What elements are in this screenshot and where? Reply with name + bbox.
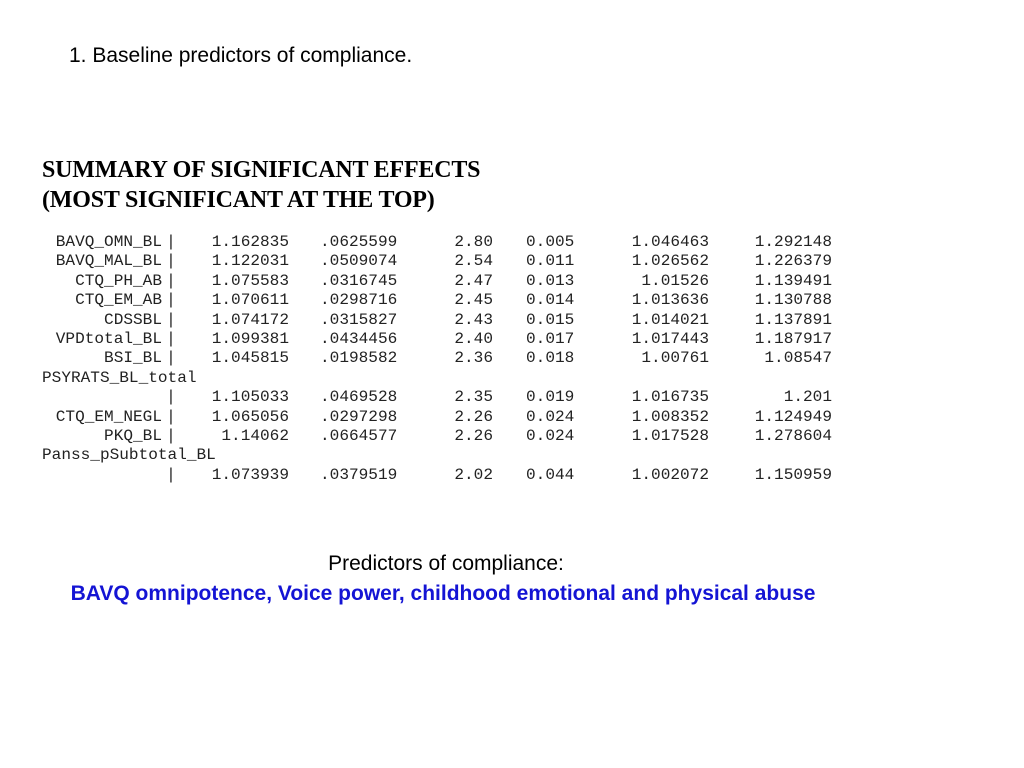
- ci-upper: 1.278604: [754, 426, 832, 445]
- ci-upper: 1.08547: [764, 349, 832, 368]
- std-err: .0198582: [320, 349, 398, 368]
- z-value: 2.02: [454, 465, 493, 484]
- std-err: .0625599: [320, 233, 398, 251]
- column-separator: |: [166, 252, 176, 271]
- ci-upper: 1.124949: [754, 407, 832, 426]
- variable-name: CTQ_EM_AB: [75, 291, 162, 310]
- ci-upper: 1.139491: [754, 271, 832, 290]
- summary-title-line-2: (MOST SIGNIFICANT AT THE TOP): [42, 187, 435, 213]
- column-separator: |: [166, 233, 176, 251]
- std-err: .0509074: [320, 252, 398, 271]
- ci-lower: 1.014021: [631, 310, 709, 329]
- odds-ratio: 1.105033: [211, 388, 289, 407]
- odds-ratio: 1.070611: [211, 291, 289, 310]
- variable-name: BAVQ_MAL_BL: [55, 252, 162, 271]
- slide-heading: 1. Baseline predictors of compliance.: [69, 44, 413, 67]
- odds-ratio: 1.045815: [211, 349, 289, 368]
- column-separator: |: [166, 465, 176, 484]
- column-separator: |: [166, 388, 176, 407]
- p-value: 0.014: [526, 291, 575, 310]
- variable-name: CDSSBL: [104, 310, 162, 329]
- p-value: 0.024: [526, 426, 575, 445]
- ci-lower: 1.046463: [631, 233, 709, 251]
- odds-ratio: 1.065056: [211, 407, 289, 426]
- z-value: 2.45: [454, 291, 493, 310]
- std-err: .0298716: [320, 291, 398, 310]
- column-separator: |: [166, 349, 176, 368]
- odds-ratio: 1.073939: [211, 465, 289, 484]
- z-value: 2.47: [454, 271, 493, 290]
- z-value: 2.80: [454, 233, 493, 251]
- summary-title-line-1: SUMMARY OF SIGNIFICANT EFFECTS: [42, 157, 481, 183]
- ci-lower: 1.002072: [631, 465, 709, 484]
- variable-name: CTQ_PH_AB: [75, 271, 162, 290]
- ci-lower: 1.008352: [631, 407, 709, 426]
- odds-ratio: 1.099381: [211, 329, 289, 348]
- column-separator: |: [166, 407, 176, 426]
- std-err: .0297298: [320, 407, 398, 426]
- variable-name: Panss_pSubtotal_BL: [42, 446, 216, 465]
- std-err: .0434456: [320, 329, 398, 348]
- ci-lower: 1.01526: [641, 271, 709, 290]
- p-value: 0.013: [526, 271, 575, 290]
- z-value: 2.54: [454, 252, 493, 271]
- variable-name: BSI_BL: [104, 349, 162, 368]
- z-value: 2.26: [454, 407, 493, 426]
- column-separator: |: [166, 271, 176, 290]
- std-err: .0379519: [320, 465, 398, 484]
- z-value: 2.35: [454, 388, 493, 407]
- ci-upper: 1.150959: [754, 465, 832, 484]
- conclusion-label: Predictors of compliance:: [328, 552, 564, 575]
- column-separator: |: [166, 291, 176, 310]
- variable-name: BAVQ_OMN_BL: [55, 233, 162, 251]
- ci-upper: 1.130788: [754, 291, 832, 310]
- odds-ratio: 1.122031: [211, 252, 289, 271]
- ci-upper: 1.292148: [754, 233, 832, 251]
- variable-name: CTQ_EM_NEGL: [55, 407, 162, 426]
- summary-title: [42, 155, 480, 215]
- z-value: 2.40: [454, 329, 493, 348]
- conclusion-text: BAVQ omnipotence, Voice power, childhood emotional and physical abuse: [70, 582, 816, 605]
- p-value: 0.019: [526, 388, 575, 407]
- odds-ratio: 1.074172: [211, 310, 289, 329]
- ci-lower: 1.013636: [631, 291, 709, 310]
- ci-lower: 1.026562: [631, 252, 709, 271]
- z-value: 2.26: [454, 426, 493, 445]
- p-value: 0.044: [526, 465, 575, 484]
- std-err: .0315827: [320, 310, 398, 329]
- variable-name: VPDtotal_BL: [55, 329, 162, 348]
- ci-lower: 1.00761: [641, 349, 709, 368]
- p-value: 0.005: [526, 233, 575, 251]
- p-value: 0.015: [526, 310, 575, 329]
- p-value: 0.024: [526, 407, 575, 426]
- odds-ratio: 1.162835: [211, 233, 289, 251]
- ci-upper: 1.137891: [754, 310, 832, 329]
- p-value: 0.017: [526, 329, 575, 348]
- ci-upper: 1.201: [783, 388, 832, 407]
- std-err: .0469528: [320, 388, 398, 407]
- ci-lower: 1.016735: [631, 388, 709, 407]
- variable-name: PKQ_BL: [104, 426, 162, 445]
- std-err: .0316745: [320, 271, 398, 290]
- column-separator: |: [166, 426, 176, 445]
- z-value: 2.43: [454, 310, 493, 329]
- z-value: 2.36: [454, 349, 493, 368]
- odds-ratio: 1.14062: [221, 426, 289, 445]
- column-separator: |: [166, 329, 176, 348]
- column-separator: |: [166, 310, 176, 329]
- p-value: 0.011: [526, 252, 575, 271]
- ci-lower: 1.017528: [631, 426, 709, 445]
- ci-upper: 1.187917: [754, 329, 832, 348]
- std-err: .0664577: [320, 426, 398, 445]
- ci-upper: 1.226379: [754, 252, 832, 271]
- p-value: 0.018: [526, 349, 575, 368]
- ci-lower: 1.017443: [631, 329, 709, 348]
- odds-ratio: 1.075583: [211, 271, 289, 290]
- variable-name: PSYRATS_BL_total: [42, 368, 197, 387]
